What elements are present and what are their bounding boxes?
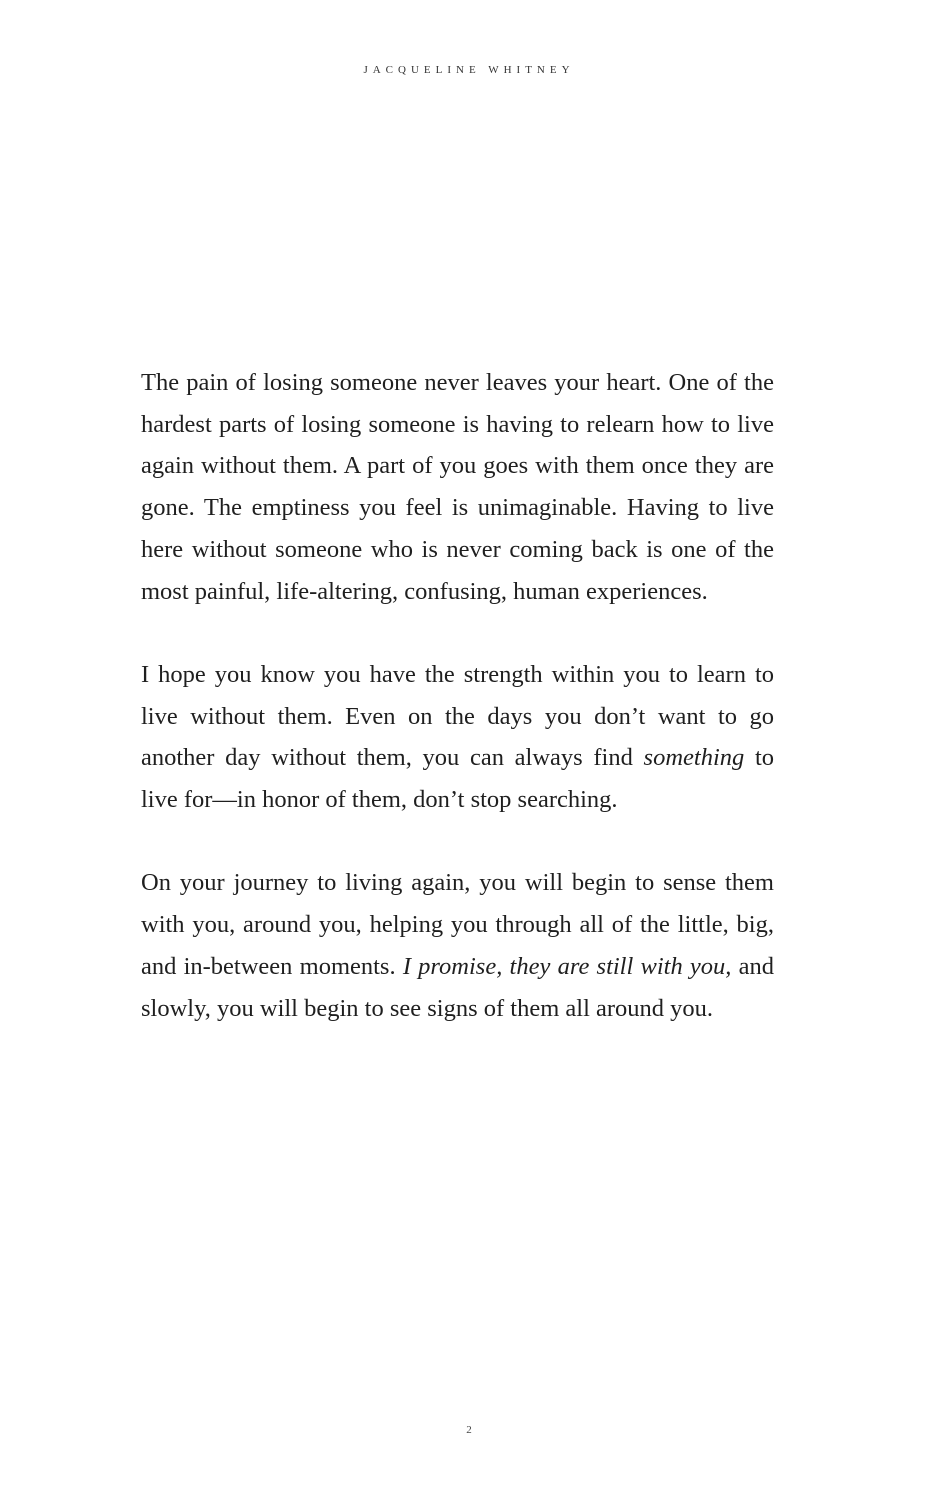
paragraph-1: The pain of losing someone never leaves your heart. One of the hardest parts of losing someone is having to relearn how to live again without them. A part of you goes with them once they are gone. The emptiness you feel is unimaginable. Having to live here without someone who is never coming back is one of the most painful, life-altering, confusing, human experiences. (141, 369, 774, 605)
paragraph-2-emphasis: something (643, 744, 745, 772)
running-head-author: JACQUELINE WHITNEY (363, 64, 575, 76)
paragraph-2-text-end: to live for—in honor of them, don’t stop searching. (141, 744, 775, 814)
paragraph-3-text-start: On your journey to living again, you will begin to sense them with you, around you, helping you through all of the little, big, and in-between moments. (141, 869, 774, 980)
paragraph-3-emphasis: I promise, they are still with you, (402, 952, 732, 980)
paragraph-3-text-end: and slowly, you will begin to see signs of them all around you. (141, 952, 775, 1022)
paragraph-2 (141, 654, 774, 821)
paragraph-2-text-start: I hope you know you have the strength within you to learn to live without them. Even on the days you don’t want to go another day without them, you can always find (141, 660, 774, 772)
body-text (141, 362, 774, 1029)
page-number: 2 (466, 1424, 472, 1436)
paragraph-3 (141, 862, 774, 1029)
